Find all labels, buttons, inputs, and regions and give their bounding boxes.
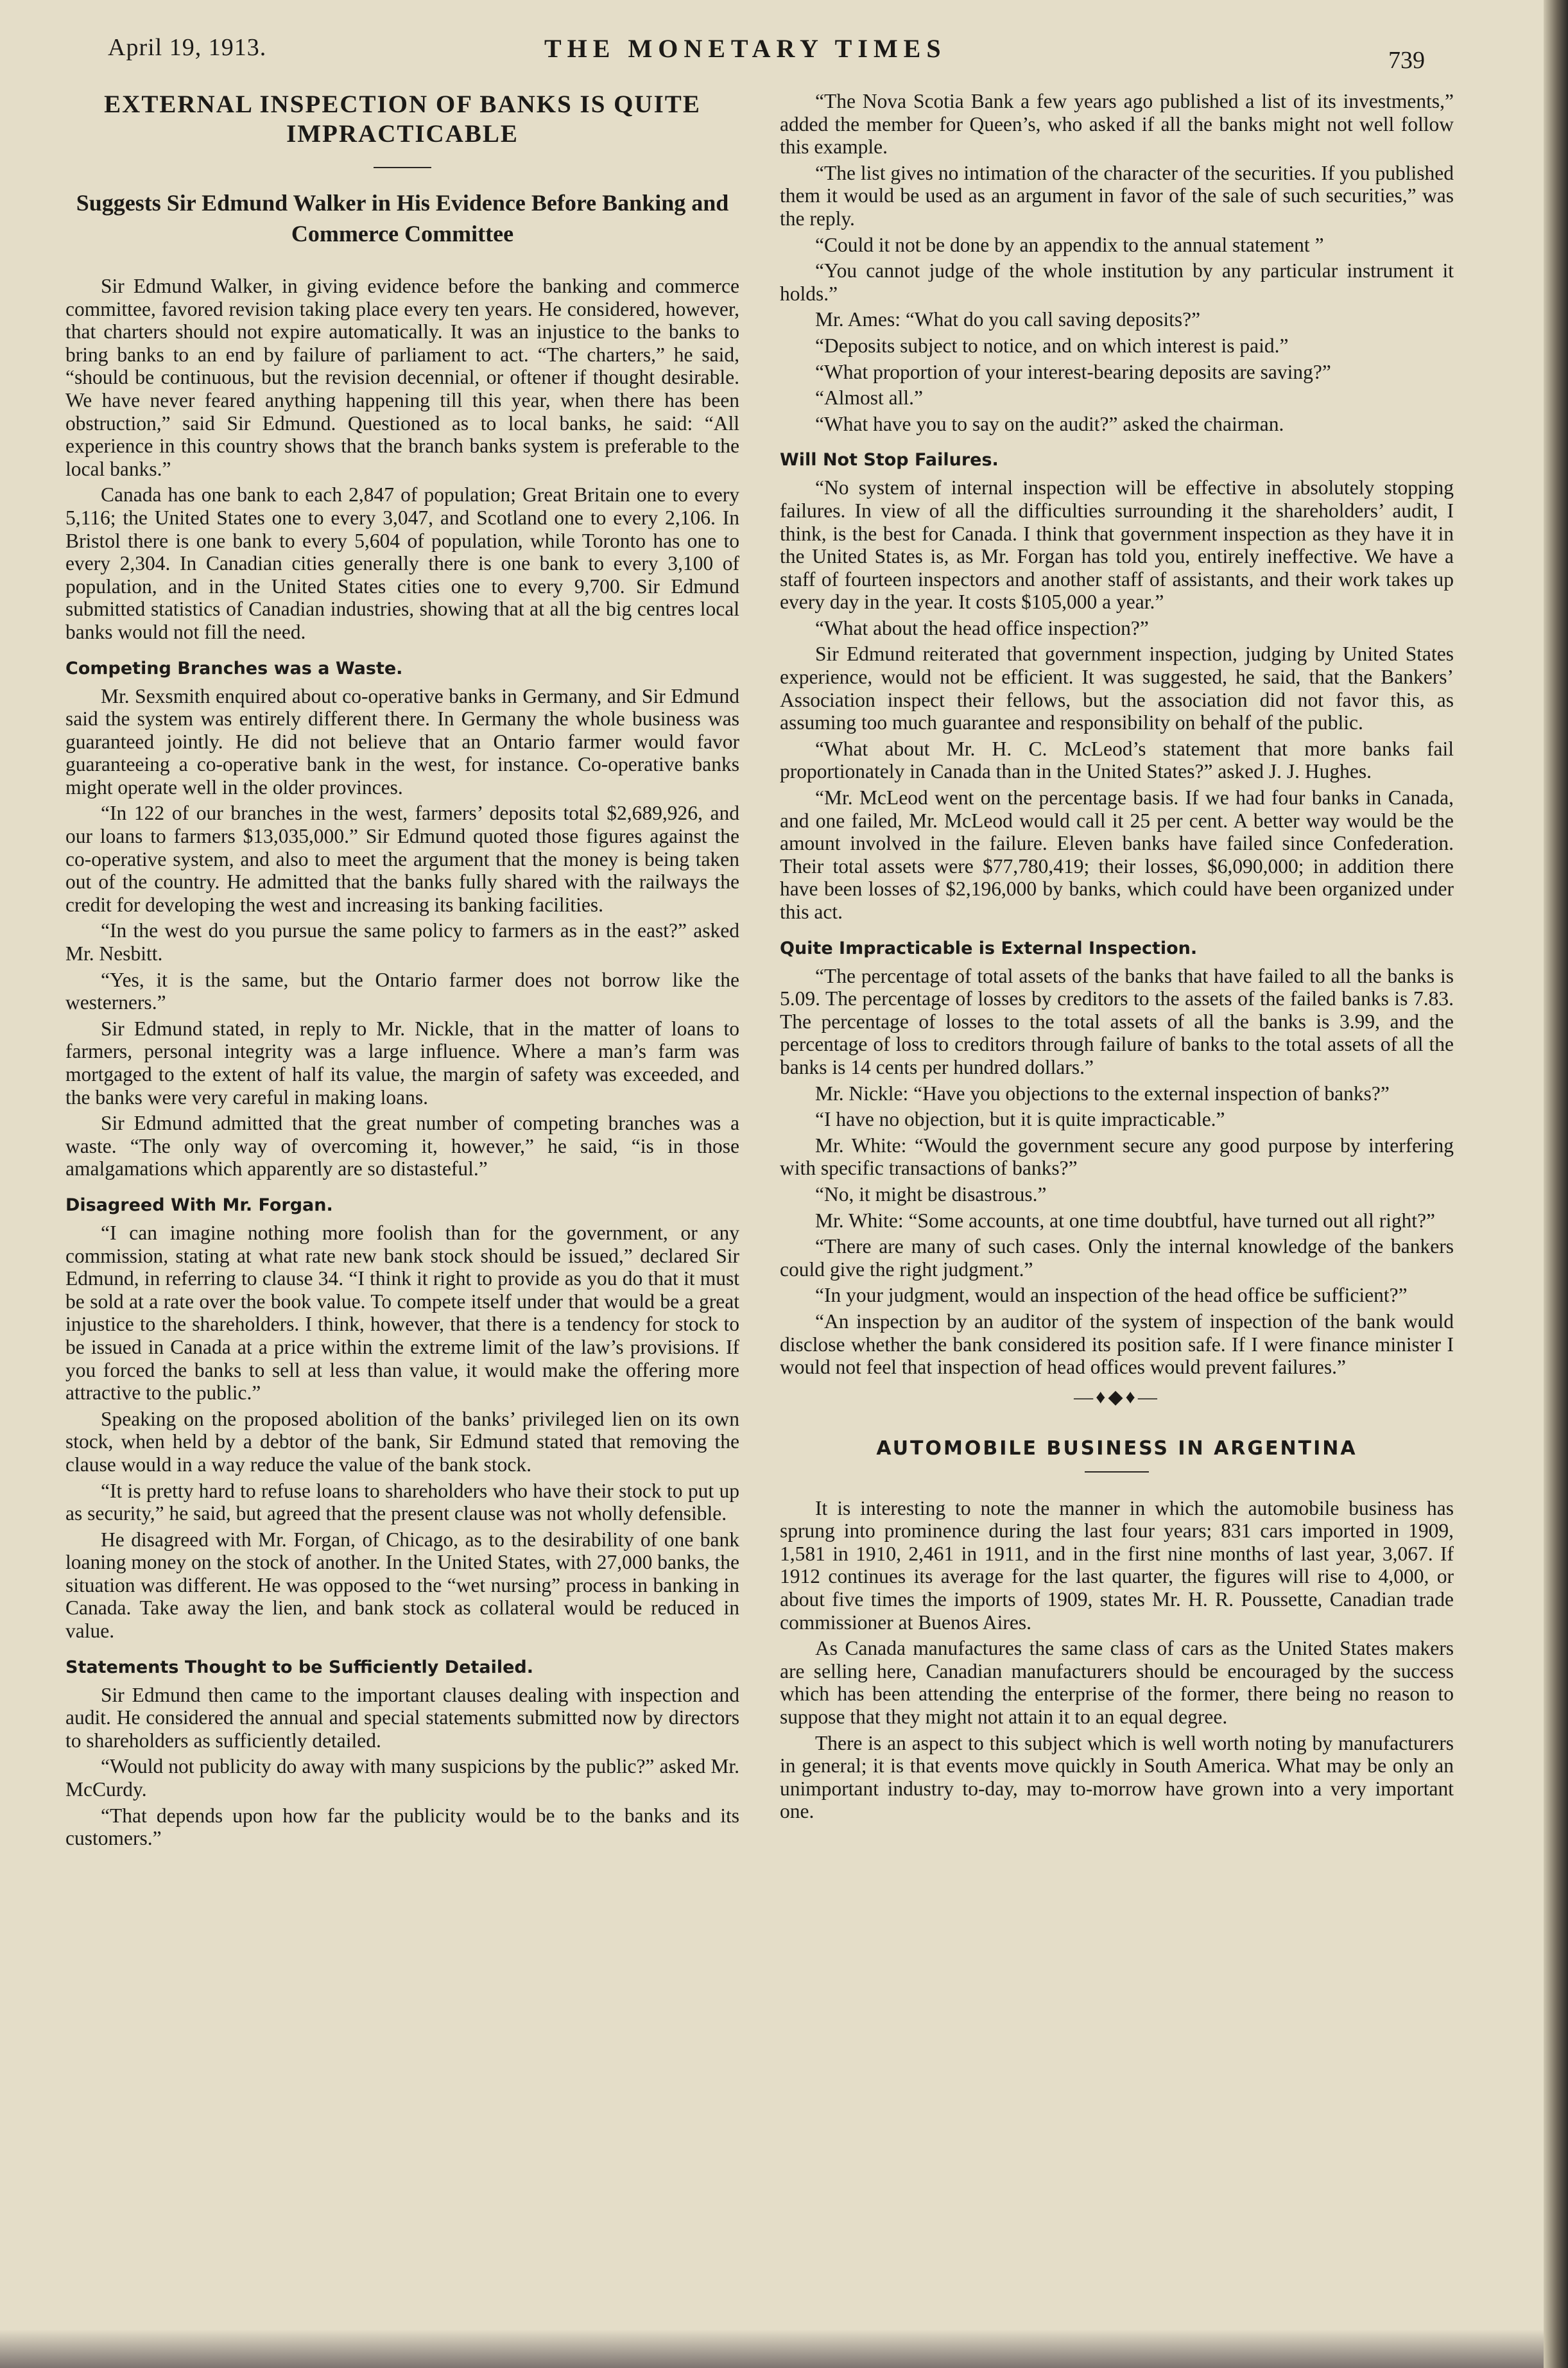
journal-title: THE MONETARY TIMES [544,34,947,63]
paragraph: “In 122 of our branches in the west, farmers’ deposits total $2,689,926, and our loans to farmers $13,035,000.” Sir Edmund quoted those figures against the co-operative system, and also to meet the argument that the money is being taken out of the country. He admitted that the banks fully shared with the railways the credit for developing the west and increasing its banking facilities. [65,802,739,916]
left-column [65,90,739,1853]
paragraph: Mr. White: “Would the government secure any good purpose by interfering with specific transactions of banks?” [780,1134,1454,1180]
title-divider [1085,1471,1149,1473]
running-head [0,33,1544,72]
paragraph: Sir Edmund then came to the important clauses dealing with inspection and audit. He considered the annual and special statements submitted now by directors to shareholders as sufficiently detailed. [65,1683,739,1752]
paragraph: Sir Edmund Walker, in giving evidence before the banking and commerce committee, favored revision taking place every ten years. He considered, however, that charters should not expire automatically. It was an injustice to the banks to bring banks to an end by failure of parliament to act. “The charters,” he said, “should be continuous, but the revision decennial, or oftener if thought desirable. We have never feared anything happening till this year, when there has been obstruction,” said Sir Edmund. Questioned as to local banks, he said: “All experience in this country shows that the branch banks system is preferable to the local banks.” [65,275,739,480]
paragraph: There is an aspect to this subject which is well worth noting by manufacturers in general; it is that events move quickly in South America. What may be only an unimportant industry to-day, may to-morrow have grown into a very important one. [780,1731,1454,1823]
paragraph: “In the west do you pursue the same policy to farmers as in the east?” asked Mr. Nesbitt. [65,919,739,965]
paragraph: “There are many of such cases. Only the internal knowledge of the bankers could give the right judgment.” [780,1235,1454,1281]
paragraph: “An inspection by an auditor of the system of inspection of the bank would disclose whether the bank considered its position safe. If I were finance minister I would not feel that inspection of head offices would prevent failures.” [780,1309,1454,1379]
paragraph: Sir Edmund admitted that the great number of competing branches was a waste. “The only way of overcoming it, however,” he said, “is in those amalgamations which apparently are so distasteful.” [65,1112,739,1180]
article-title: EXTERNAL INSPECTION OF BANKS IS QUITE IMPRACTICABLE [104,91,701,148]
paragraph: Canada has one bank to each 2,847 of population; Great Britain one to every 5,116; the United States one to every 3,047, and Scotland one to every 2,106. In Bristol there is one bank to every 5,604 of population, while Toronto has one to every 2,304. In Canadian cities generally there is one bank to every 3,100 of population, and in the United States cities one to every 9,700. Sir Edmund submitted statistics of Canadian industries, showing that at all the big centres local banks would not fill the need. [65,483,739,643]
paragraph: It is interesting to note the manner in which the automobile business has sprung into prominence during the last four years; 831 cars imported in 1909, 1,581 in 1910, 2,461 in 1911, and in the first nine months of last year, 3,067. If 1912 continues its average for the last quarter, the figures will rise to 4,000, or about five times the imports of 1909, states Mr. H. R. Poussette, Canadian trade commissioner at Buenos Aires. [780,1496,1454,1634]
paragraph: “No system of internal inspection will be effective in absolutely stopping failures. In view of all the difficulties surrounding it the shareholders’ audit, I think, is the best for Canada. I think that government inspection as they have it in the United States is, as Mr. Forgan has told you, entirely ineffective. We have a staff of fourteen inspectors and another staff of assistants, and their work takes up every day in the year. It costs $105,000 a year.” [780,476,1454,614]
paragraph: “What proportion of your interest-bearing deposits are saving?” [815,360,1331,383]
paragraph: Sir Edmund reiterated that government inspection, judging by United States experience, would not be efficient. It was suggested, he said, that the Bankers’ Association inspect their fellows, but the association did not favor this, as assuming too much guarantee and responsibility on behalf of the public. [780,643,1454,734]
paragraph: He disagreed with Mr. Forgan, of Chicago, as to the desirability of one bank loaning money on the stock of another. In the United States, with 27,000 banks, the situation was different. He was opposed to the “wet nursing” process in banking in Canada. Take away the lien, and bank stock as collateral would be reduced in value. [65,1528,739,1643]
paragraph: Speaking on the proposed abolition of the banks’ privileged lien on its own stock, when held by a debtor of the bank, Sir Edmund stated that removing the clause would in a way reduce the value of the bank stock. [65,1407,739,1476]
paragraph: “Deposits subject to notice, and on which interest is paid.” [815,334,1289,357]
section-heading-competing: Competing Branches was a Waste. [65,658,403,678]
paragraph: “The percentage of total assets of the banks that have failed to all the banks is 5.09. The percentage of losses by creditors to the assets of the failed banks is 7.83. The percentage of losses to the total assets of all the banks is 3.99, and the percentage of loss to creditors through failure of banks to the total assets of all the banks is 14 cents per hundred dollars.” [780,964,1454,1078]
paragraph: “No, it might be disastrous.” [815,1182,1047,1206]
page-bottom-shadow [0,2329,1544,2368]
article-subtitle: Suggests Sir Edmund Walker in His Evidence Before Banking and Commerce Committee [76,190,729,246]
paragraph: “It is pretty hard to refuse loans to shareholders who have their stock to put up as security,” he said, but agreed that the present clause was not wholly defensible. [65,1479,739,1525]
paragraph: Mr. White: “Some accounts, at one time doubtful, have turned out all right?” [815,1209,1436,1232]
paragraph: “That depends upon how far the publicity would be to the banks and its customers.” [65,1804,739,1850]
paragraph: “What about Mr. H. C. McLeod’s statement that more banks fail proportionately in Canada than in the United States?” asked J. J. Hughes. [780,737,1454,783]
paragraph: “What have you to say on the audit?” asked the chairman. [815,412,1284,435]
paragraph: “What about the head office inspection?” [815,616,1149,639]
paragraph: “Yes, it is the same, but the Ontario farmer does not borrow like the westerners.” [65,968,739,1014]
paragraph: As Canada manufactures the same class of cars as the United States makers are selling here, Canadian manufacturers should be encouraged by the success which has been attending the enterprise of the former, there being no reason to suppose that they might not attain it to an equal degree. [780,1637,1454,1729]
section-heading-impracticable: Quite Impracticable is External Inspection. [780,938,1198,958]
title-divider [374,167,431,168]
paragraph: “The list gives no intimation of the character of the securities. If you published them it would be used as an argument in favor of the sale of such securities,” was the reply. [780,161,1454,230]
paragraph: “Mr. McLeod went on the percentage basis. If we had four banks in Canada, and one failed, Mr. McLeod would call it 25 per cent. A better way would be the amount involved in the failure. Eleven banks have failed since Confederation. Their total assets were $77,780,419; their losses, $6,090,000; in addition there have been losses of $2,196,000 by banks, which could have been organized under this act. [780,786,1454,923]
paragraph: “Almost all.” [815,386,923,410]
paragraph: “Would not publicity do away with many suspicions by the public?” asked Mr. McCurdy. [65,1755,739,1801]
paragraph: Mr. Sexsmith enquired about co-operative banks in Germany, and Sir Edmund said the system was entirely different there. In Germany the whole business was guaranteed jointly. He did not believe that an Ontario farmer would favor guaranteeing a co-operative bank in the west, for instance. Co-operative banks might operate well in the older provinces. [65,684,739,799]
paragraph: “I can imagine nothing more foolish than for the government, or any commission, stating at what rate new bank stock should be issued,” declared Sir Edmund, in referring to clause 34. “I think it right to provide as you do that it must be sold at a rate over the book value. To compete itself under that would be a great injustice to the shareholders. I think, however, that there is a tendency for stock to be issued in Canada at a price within the extreme limit of the law’s provisions. If you forced the banks to sell at less than value, it would make the offering more attractive to the public.” [65,1221,739,1404]
automobile-article-title: AUTOMOBILE BUSINESS IN ARGENTINA [876,1437,1357,1460]
section-heading-forgan: Disagreed With Mr. Forgan. [65,1195,333,1215]
issue-date: April 19, 1913. [108,34,267,61]
ornament-divider: —♦◆♦— [1074,1386,1160,1408]
section-heading-statements: Statements Thought to be Sufficiently Detailed. [65,1657,533,1677]
page-number: 739 [1388,47,1425,74]
paragraph: “I have no objection, but it is quite impracticable.” [815,1108,1225,1131]
paragraph: “In your judgment, would an inspection of the head office be sufficient?” [815,1284,1408,1307]
paragraph: Sir Edmund stated, in reply to Mr. Nickle, that in the matter of loans to farmers, personal integrity was a large influence. Where a man’s farm was mortgaged to the extent of half its value, the margin of safety was exceeded, and the banks were very careful in making loans. [65,1017,739,1109]
paragraph: Mr. Nickle: “Have you objections to the external inspection of banks?” [815,1082,1390,1105]
paragraph: “Could it not be done by an appendix to the annual statement ” [815,233,1324,256]
right-column [780,90,1454,1826]
paragraph: Mr. Ames: “What do you call saving deposits?” [815,308,1201,331]
paragraph: “The Nova Scotia Bank a few years ago published a list of its investments,” added the member for Queen’s, who asked if all the banks might not well follow this example. [780,90,1454,159]
paragraph: “You cannot judge of the whole institution by any particular instrument it holds.” [780,259,1454,305]
section-heading-failures: Will Not Stop Failures. [780,450,999,471]
binding-edge [1544,0,1568,2368]
